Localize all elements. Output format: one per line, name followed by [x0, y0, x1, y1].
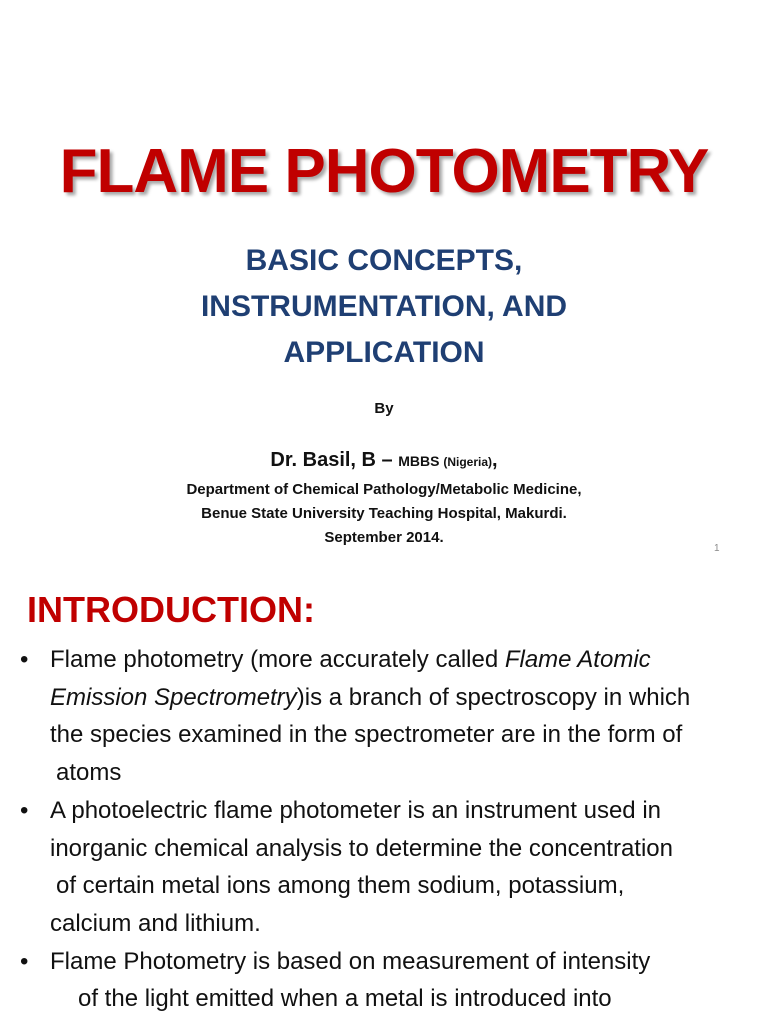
subtitle-line-2: INSTRUMENTATION, AND — [200, 290, 568, 323]
bullet-line — [50, 641, 756, 679]
bullet-emphasis: Emission Spectrometry — [50, 683, 297, 711]
bullet-line: of the light emitted when a metal is introduced into — [78, 985, 612, 1013]
main-title: FLAME PHOTOMETRY — [59, 137, 709, 206]
bullet-item — [0, 641, 768, 792]
bullet-item — [0, 792, 768, 943]
bullet-list — [0, 641, 768, 1018]
bullet-line: of certain metal ions among them sodium, potassium, — [56, 872, 625, 900]
introduction-slide — [0, 575, 768, 1024]
bullet-text: Flame photometry (more accurately called — [50, 646, 505, 673]
author-comma: , — [492, 449, 498, 471]
author-degree: MBBS — [398, 453, 444, 469]
subtitle-line-1: BASIC CONCEPTS, — [245, 244, 523, 277]
by-label: By — [374, 400, 394, 417]
author-line — [0, 449, 768, 472]
affiliation — [0, 478, 768, 550]
author-name: Dr. Basil, B – — [270, 449, 399, 471]
bullet-text: )is a branch of spectroscopy in which — [296, 683, 691, 711]
slide-number: 1 — [714, 543, 720, 554]
bullet-dot: • — [20, 646, 29, 673]
affiliation-date: September 2014. — [324, 529, 444, 546]
bullet-line — [50, 679, 756, 717]
bullet-line: atoms — [56, 759, 122, 787]
bullet-line: A photoelectric flame photometer is an instrument used in — [50, 796, 661, 824]
bullet-line: Flame Photometry is based on measurement of intensity — [50, 947, 651, 975]
bullet-line: the species examined in the spectrometer are in the form of — [50, 721, 683, 749]
bullet-emphasis: Flame Atomic — [504, 646, 651, 673]
subtitle-line-3: APPLICATION — [283, 336, 485, 369]
bullet-item — [0, 943, 768, 1018]
subtitle — [0, 238, 768, 376]
bullet-line: calcium and lithium. — [50, 909, 261, 937]
affiliation-department: Department of Chemical Pathology/Metabolic Medicine, — [186, 481, 582, 498]
bullet-dot: • — [20, 947, 29, 975]
bullet-line: inorganic chemical analysis to determine the concentration — [50, 834, 674, 862]
author-country: (Nigeria) — [443, 455, 493, 469]
bullet-dot: • — [20, 796, 29, 824]
introduction-heading: INTRODUCTION: — [27, 589, 315, 630]
affiliation-hospital: Benue State University Teaching Hospital, Makurdi. — [201, 505, 567, 522]
